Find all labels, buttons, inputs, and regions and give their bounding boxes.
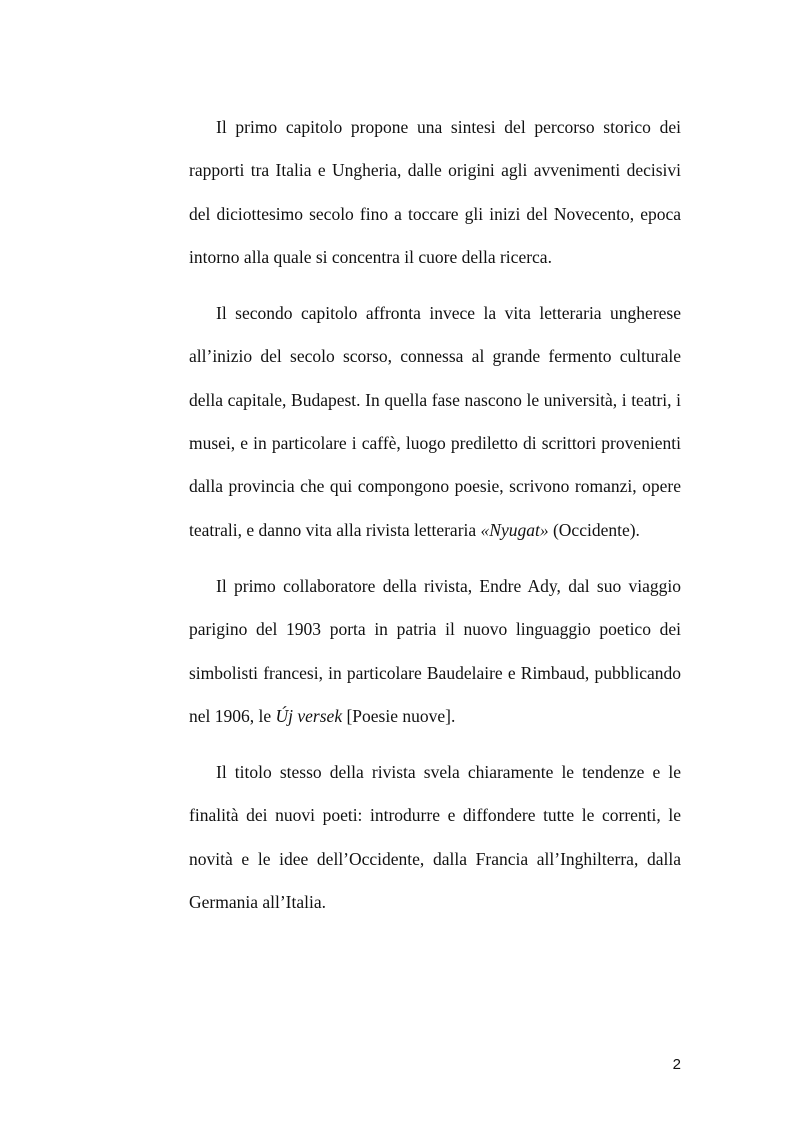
paragraph-3-text: Il primo collaboratore della rivista, Endre Ady, dal suo viaggio parigino del 1903 porta in patria il nuovo linguaggio poetico dei simbolisti francesi, in particolare Baudelaire e Rimbaud, pubblicando nel 1906, le	[189, 575, 681, 726]
paragraph-1	[189, 106, 681, 279]
paragraph-3-text-end: [Poesie nuove].	[342, 705, 456, 726]
book-title-uj-versek: Új versek	[275, 705, 343, 726]
journal-title-nyugat: «Nyugat»	[480, 519, 549, 540]
body-text	[189, 106, 681, 937]
paragraph-1-text: Il primo capitolo propone una sintesi del percorso storico dei rapporti tra Italia e Ungheria, dalle origini agli avvenimenti decisivi del diciottesimo secolo fino a toccare gli inizi del Novecento, epoca intorno alla quale si concentra il cuore della ricerca.	[189, 117, 681, 267]
paragraph-2-text-end: (Occidente).	[548, 519, 640, 540]
paragraph-2-text: Il secondo capitolo affronta invece la vita letteraria ungherese all’inizio del secolo scorso, connessa al grande fermento culturale della capitale, Budapest. In quella fase nascono le università, i teatri, i musei, e in particolare i caffè, luogo prediletto di scrittori provenienti dalla provincia che qui compongono poesie, scrivono romanzi, opere teatrali, e danno vita alla rivista letteraria	[189, 303, 681, 540]
paragraph-3	[189, 565, 681, 738]
paragraph-4-text: Il titolo stesso della rivista svela chiaramente le tendenze e le finalità dei nuovi poeti: introdurre e diffondere tutte le correnti, le novità e le idee dell’Occidente, dalla Francia all’Inghilterra, dalla Germania all’Italia.	[189, 762, 681, 913]
page-number: 2	[672, 1056, 681, 1073]
paragraph-4	[189, 751, 681, 924]
paragraph-2	[189, 292, 681, 552]
